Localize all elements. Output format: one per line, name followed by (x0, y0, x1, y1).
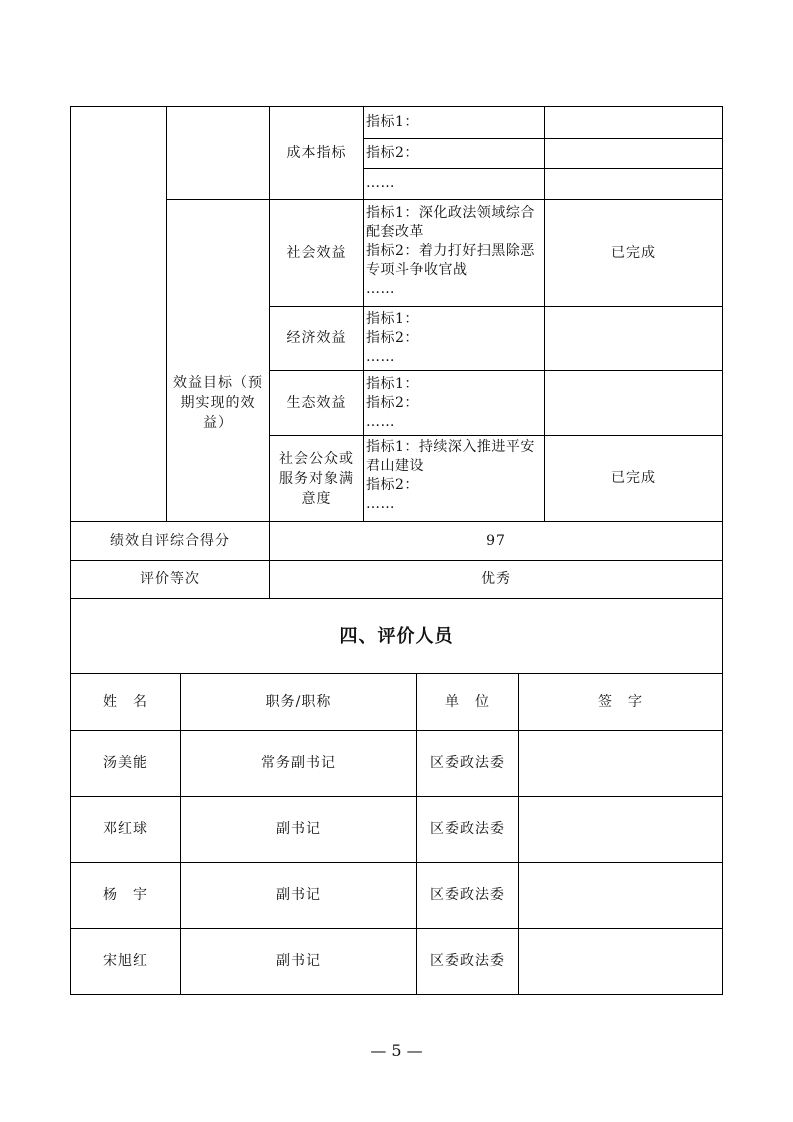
social-line-2: 配套改革 (366, 224, 424, 240)
satisfaction-result: 已完成 (611, 470, 656, 486)
signature-field[interactable] (519, 731, 722, 796)
reviewer-position: 副书记 (276, 821, 321, 837)
grid-line (363, 168, 723, 169)
ecological-benefit-result (545, 371, 722, 435)
reviewer-unit: 区委政法委 (430, 953, 505, 969)
social-line-3: 指标2：着力打好扫黑除恶 (366, 243, 535, 259)
satisfaction-line-2: 君山建设 (366, 458, 424, 474)
grade-label: 评价等次 (140, 571, 200, 587)
economic-line-3: …… (366, 349, 395, 365)
ecological-benefit-label: 生态效益 (286, 394, 347, 411)
signature-field[interactable] (519, 929, 722, 994)
economic-line-1: 指标1： (366, 311, 419, 327)
section-title: 四、评价人员 (339, 625, 454, 647)
reviewer-name: 宋旭红 (103, 953, 148, 969)
economic-line-2: 指标2： (366, 330, 419, 346)
signature-field[interactable] (519, 797, 722, 862)
reviewer-unit: 区委政法委 (430, 755, 505, 771)
reviewer-unit: 区委政法委 (430, 887, 505, 903)
cost-indicator-label: 成本指标 (286, 144, 347, 161)
satisfaction-label: 社会公众或服务对象满意度 (279, 450, 354, 507)
reviewer-name: 汤美能 (103, 755, 148, 771)
satisfaction-line-4: …… (366, 496, 395, 512)
ecological-line-1: 指标1： (366, 376, 419, 392)
social-line-5: …… (366, 281, 395, 297)
satisfaction-line-3: 指标2： (366, 477, 419, 493)
grid-line (70, 106, 723, 107)
header-signature: 签 字 (598, 693, 643, 710)
cost-indicator-2: 指标2： (366, 145, 419, 161)
page-number: — 5 — (370, 1041, 423, 1060)
satisfaction-line-1: 指标1：持续深入推进平安 (366, 439, 535, 455)
reviewer-position: 副书记 (276, 887, 321, 903)
satisfaction-indicators (366, 438, 535, 514)
reviewer-unit: 区委政法委 (430, 821, 505, 837)
score-label: 绩效自评综合得分 (110, 532, 230, 549)
cost-indicator-more: …… (366, 175, 395, 191)
ecological-line-3: …… (366, 414, 395, 430)
ecological-benefit-indicators (366, 375, 419, 432)
signature-field[interactable] (519, 863, 722, 928)
economic-benefit-result (545, 307, 722, 370)
social-benefit-label: 社会效益 (286, 244, 347, 261)
reviewer-name: 杨 宇 (103, 887, 148, 903)
benefit-goal-label: 效益目标（预期实现的效益） (173, 375, 263, 431)
reviewer-name: 邓红球 (103, 821, 148, 837)
header-unit: 单 位 (445, 693, 490, 710)
economic-benefit-indicators (366, 310, 419, 367)
reviewer-position: 副书记 (276, 953, 321, 969)
social-benefit-indicators (366, 204, 535, 299)
economic-benefit-label: 经济效益 (286, 330, 347, 346)
grid-line (70, 994, 723, 995)
score-value: 97 (486, 532, 506, 549)
social-line-4: 专项斗争收官战 (366, 262, 468, 278)
social-benefit-result: 已完成 (611, 244, 656, 261)
ecological-line-2: 指标2： (366, 395, 419, 411)
header-position: 职务/职称 (265, 693, 332, 710)
grid-line (363, 138, 723, 139)
header-name: 姓 名 (103, 693, 148, 710)
reviewer-position: 常务副书记 (261, 755, 336, 771)
cost-indicator-1: 指标1： (366, 114, 419, 130)
social-line-1: 指标1：深化政法领域综合 (366, 205, 535, 221)
grade-value: 优秀 (481, 571, 511, 587)
